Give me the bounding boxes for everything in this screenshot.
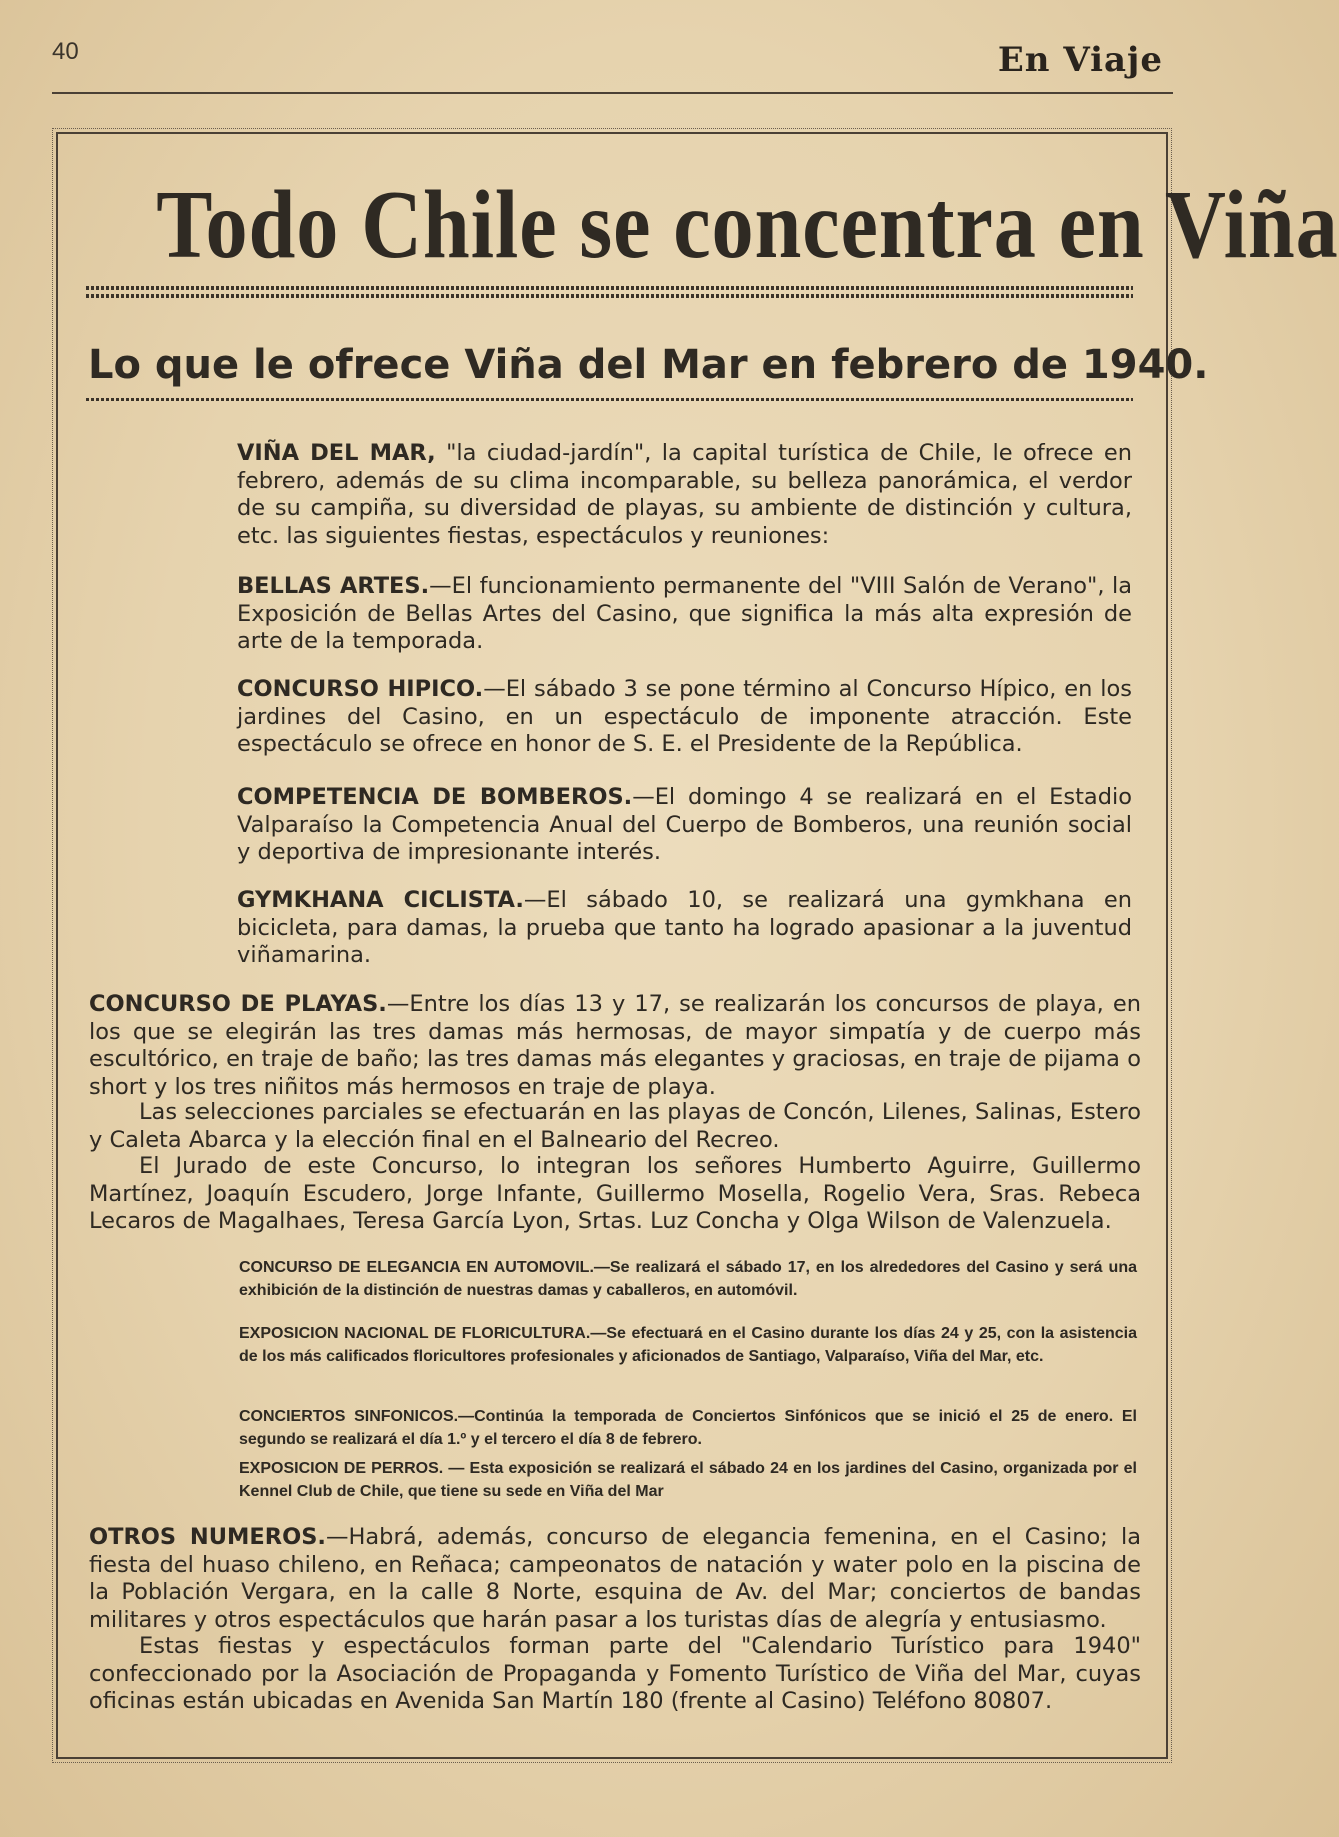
- conciertos-lead: CONCIERTOS SINFONICOS.: [239, 1408, 459, 1425]
- concurso-hipico-lead: CONCURSO HIPICO.: [237, 676, 484, 702]
- gymkhana-lead: GYMKHANA CICLISTA.: [237, 887, 524, 913]
- bellas-artes-text: —El funcionamiento permanente del "VIII Salón de Verano", la Exposición de Bellas Artes del Casino, que significa la más alta expresión de arte de la temporada.: [237, 573, 1132, 654]
- floricultura-lead: EXPOSICION NACIONAL DE FLORICULTURA.: [239, 1325, 591, 1342]
- concurso-playas-lead: CONCURSO DE PLAYAS.: [89, 991, 387, 1017]
- playas-jury-paragraph: El Jurado de este Concurso, lo integran los señores Humberto Aguirre, Guillermo Martínez, Joaquín Escudero, Jorge Infante, Guillermo Mosella, Rogelio Vera, Sras. Rebeca Lecaros de Magalhaes, Teresa García Lyon, Srtas. Luz Concha y Olga Wilson de Valenzuela.: [89, 1153, 1141, 1234]
- playas-selections-paragraph: Las selecciones parciales se efectuarán en las playas de Concón, Lilenes, Salinas, Estero y Caleta Abarca y la elección final en el Balneario del Recreo.: [89, 1099, 1141, 1153]
- perros-paragraph: [239, 1457, 1137, 1503]
- gymkhana-paragraph: [237, 887, 1132, 970]
- intro-lead: VIÑA DEL MAR,: [237, 440, 436, 466]
- header-rule: [52, 92, 1173, 94]
- bomberos-paragraph: [237, 784, 1132, 867]
- calendario-paragraph: Estas fiestas y espectáculos forman parte del "Calendario Turístico para 1940" confeccionado por la Asociación de Propaganda y Fomento Turístico de Viña del Mar, cuyas oficinas están ubicadas en Avenida San Martín 180 (frente al Casino) Teléfono 80807.: [89, 1633, 1141, 1714]
- intro-text: "la ciudad-jardín", la capital turística de Chile, le ofrece en febrero, además de su clima incomparable, su belleza panorámica, el verdor de su campiña, su diversidad de playas, su ambiente de distinción y cultura, etc. las siguientes fiestas, espectáculos y reuniones:: [237, 440, 1132, 549]
- otros-numeros-lead: OTROS NUMEROS.: [89, 1524, 326, 1550]
- perros-lead: EXPOSICION DE PERROS.: [239, 1460, 444, 1477]
- perros-text: — Esta exposición se realizará el sábado 24 en los jardines del Casino, organizada por el Kennel Club de Chile, que tiene su sede en Viña del Mar: [239, 1460, 1137, 1500]
- conciertos-paragraph: [239, 1405, 1137, 1451]
- magazine-running-head: En Viaje: [997, 40, 1163, 80]
- bellas-artes-paragraph: [237, 573, 1132, 656]
- otros-numeros-text: —Habrá, además, concurso de elegancia femenina, en el Casino; la fiesta del huaso chileno, en Reñaca; campeonatos de natación y water polo en la piscina de la Población Vergara, en la calle 8 Norte, esquina de Av. del Mar; conciertos de bandas militares y otros espectáculos que harán pasar a los turistas días de alegría y entusiasmo.: [89, 1524, 1141, 1633]
- subtitle-text: Lo que le ofrece Viña del Mar en febrero de 1940.: [88, 342, 1209, 388]
- article-subtitle: [88, 340, 1209, 390]
- bomberos-text: —El domingo 4 se realizará en el Estadio Valparaíso la Competencia Anual del Cuerpo de Bomberos, una reunión social y deportiva de impresionante interés.: [237, 784, 1133, 865]
- otros-numeros-paragraph: [89, 1524, 1141, 1634]
- intro-paragraph: [237, 440, 1132, 550]
- bellas-artes-lead: BELLAS ARTES.: [237, 573, 430, 599]
- concurso-hipico-text: —El sábado 3 se pone término al Concurso Hípico, en los jardines del Casino, en un espectáculo de imponente atracción. Este espectáculo se ofrece en honor de S. E. el Presidente de la República.: [237, 676, 1132, 757]
- floricultura-paragraph: [239, 1322, 1137, 1368]
- article-title: Todo Chile se concentra en Viña: [156, 171, 1339, 279]
- concurso-playas-paragraph: [89, 991, 1141, 1101]
- page-number: 40: [52, 38, 79, 65]
- conciertos-text: —Continúa la temporada de Conciertos Sinfónicos que se inició el 25 de enero. El segundo se realizará el día 1.º y el tercero el día 8 de febrero.: [239, 1408, 1137, 1448]
- title-rule-top: [86, 286, 1133, 290]
- floricultura-text: —Se efectuará en el Casino durante los días 24 y 25, con la asistencia de los más calificados floricultores profesionales y aficionados de Santiago, Valparaíso, Viña del Mar, etc.: [239, 1325, 1138, 1365]
- subtitle-rule: [86, 398, 1133, 401]
- bomberos-lead: COMPETENCIA DE BOMBEROS.: [237, 784, 633, 810]
- concurso-playas-text: —Entre los días 13 y 17, se realizarán los concursos de playa, en los que se elegirán las tres damas más hermosas, de mayor simpatía y de cuerpo más escultórico, en traje de baño; las tres damas más elegantes y graciosas, en traje de pijama o short y los tres niñitos más hermosos en traje de playa.: [89, 991, 1141, 1100]
- elegancia-text: —Se realizará el sábado 17, en los alrededores del Casino y será una exhibición de la distinción de nuestras damas y caballeros, en automóvil.: [239, 1259, 1137, 1299]
- elegancia-paragraph: [239, 1256, 1137, 1302]
- concurso-hipico-paragraph: [237, 676, 1132, 759]
- elegancia-lead: CONCURSO DE ELEGANCIA EN AUTOMOVIL.: [239, 1259, 594, 1276]
- gymkhana-text: —El sábado 10, se realizará una gymkhana en bicicleta, para damas, la prueba que tanto ha logrado apasionar a la juventud viñamarina.: [237, 887, 1132, 968]
- title-rule-bottom: [86, 294, 1133, 298]
